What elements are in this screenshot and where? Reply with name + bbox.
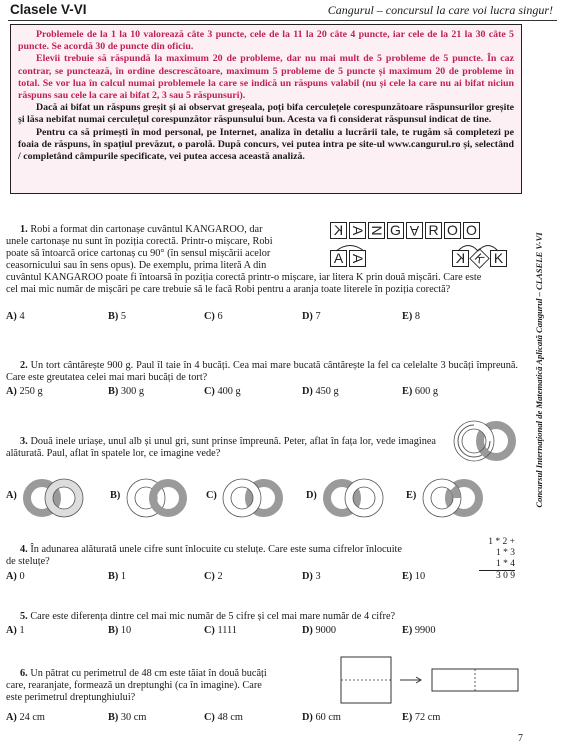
question-3-answers — [6, 478, 506, 518]
question-5-body: Care este diferența dintre cel mai mic număr de 5 cifre și cel mai mare număr de 4 cifre? — [30, 611, 396, 622]
letter-tile: R — [425, 222, 442, 239]
q1-line: ceasornicului sau în sens opus). De exemplu, prima literă A din — [6, 260, 267, 272]
answer-option[interactable]: B) 1 — [108, 571, 127, 582]
q1-line: cuvântul KANGAROO poate fi întoarsă în poziția corectă printr-o mișcare, iar litera K prin două mișcări. Care este — [6, 272, 482, 283]
answer-option[interactable]: C) 2 — [204, 571, 223, 582]
question-4-text — [6, 544, 476, 568]
answer-option[interactable]: C) — [206, 490, 217, 501]
answer-option[interactable]: E) — [406, 490, 417, 501]
answer-option[interactable]: A) — [6, 490, 17, 501]
letter-tile: N — [368, 222, 385, 239]
addition-puzzle — [479, 537, 515, 582]
question-1-text — [6, 224, 316, 272]
answer-option[interactable]: D) — [306, 490, 317, 501]
q1-line: unele cartonașe nu sunt în poziția corectă. Printr-o mișcare, Robi — [6, 236, 273, 248]
example-k-rotation — [452, 250, 509, 268]
correction-rules: Dacă ai bifat un răspuns greșit și ai observat greșeala, poți bifa cerculețele corespunzătoare răspunsurilor greșite și lăsa nebifat numai cerculețul corespunzător răspunsului bun. Acesta va fi considerat răspunsul indicat de tine. — [18, 102, 514, 126]
letter-tile: G — [387, 222, 404, 239]
sum-result: 3 0 9 — [496, 571, 515, 581]
answer-option[interactable]: E) 600 g — [402, 386, 439, 397]
answer-option[interactable]: A) 4 — [6, 311, 25, 322]
answer-limit-rules: Elevii trebuie să răspundă la maximum 20 de probleme, dar nu mai mult de 5 probleme de 5 puncte. În caz contrar, se punctează, în ordine descrescătoare, maximum 5 probleme de 5 puncte și maximum 20 de probleme în total. Se vor lua în calcul numai problemele la care se indică un răspuns valabil (nu și cele la care nu ai bifat niciun răspuns sau cele la care ai bifat 2, 3 sau 5 răspunsuri). — [18, 53, 514, 102]
question-6-text — [6, 668, 321, 704]
answer-option[interactable]: B) 30 cm — [108, 712, 147, 723]
question-1-text-cont — [6, 272, 518, 296]
answer-option[interactable]: D) 3 — [302, 571, 321, 582]
answer-option[interactable]: D) 9000 — [302, 625, 337, 636]
rings-option-d-icon — [320, 478, 386, 518]
question-number: 4. — [20, 544, 28, 555]
online-analysis-info: Pentru ca să primești în mod personal, pe Internet, analiza în detaliu a lucrării tale, te rugăm să completezi pe foaia de răspuns, în spațiul prevăzut, o parolă. După concurs, vei putea intra pe site-ul www.cangurul.ro și, selectând / completând câmpurile specificate, vei putea accesa această analiză. — [18, 126, 514, 163]
grade-title: Clasele V-VI — [10, 2, 87, 17]
question-number: 2. — [20, 360, 28, 371]
answer-option[interactable]: A) 24 cm — [6, 712, 45, 723]
header-rule — [8, 20, 557, 21]
answer-option[interactable]: C) 48 cm — [204, 712, 243, 723]
rings-option-b-icon — [124, 478, 190, 518]
question-5-text — [6, 611, 518, 623]
question-number: 1. — [20, 224, 28, 235]
answer-option[interactable]: D) 60 cm — [302, 712, 341, 723]
letter-tile: A — [330, 250, 347, 267]
answer-option[interactable]: C) 400 g — [204, 386, 241, 397]
scoring-rules: Problemele de la 1 la 10 valorează câte 3 puncte, cele de la 11 la 20 câte 4 puncte, iar cele de la 21 la 30 câte 5 puncte. Se acordă 30 de puncte din oficiu. — [18, 29, 514, 53]
question-3-body: Două inele uriașe, unul alb și unul gri, sunt prinse împreună. Peter, aflat în fața lor, vede imaginea alăturată. Paul, aflat în spatele lor, ce imagine vede? — [6, 436, 437, 460]
addend-line: 1 * 2 + — [488, 537, 515, 547]
answer-option[interactable]: A) 0 — [6, 571, 25, 582]
letter-tile: O — [463, 222, 480, 239]
instructions-box — [10, 24, 522, 194]
q6-line: Un pătrat cu perimetrul de 48 cm este tăiat în două bucăți — [30, 668, 267, 679]
linked-rings-reference-icon — [450, 420, 520, 462]
question-3-text — [6, 436, 436, 460]
kangaroo-tiles — [330, 222, 482, 240]
answer-option[interactable]: B) — [110, 490, 121, 501]
letter-tile: O — [444, 222, 461, 239]
side-banner — [528, 200, 550, 540]
rings-option-a-icon — [20, 478, 86, 518]
q1-line: poate să întoarcă orice cartonaș cu 90° (în sensul mișcării acelor — [6, 248, 271, 260]
q4-line: de steluțe? — [6, 556, 50, 568]
answer-option[interactable]: B) 300 g — [108, 386, 145, 397]
rings-option-e-icon — [420, 478, 486, 518]
question-2-text — [6, 360, 518, 384]
answer-option[interactable]: D) 7 — [302, 311, 321, 322]
answer-option[interactable]: E) 9900 — [402, 625, 436, 636]
question-number: 3. — [20, 436, 28, 447]
q1-line: cel mai mic număr de mișcări pe care trebuie să le facă Robi pentru a aranja toate literele în poziția corectă? — [6, 284, 451, 296]
answer-option[interactable]: E) 8 — [402, 311, 421, 322]
q6-line: este perimetrul dreptunghiului? — [6, 692, 136, 704]
question-2-body: Un tort cântărește 900 g. Paul îl taie în 4 bucăți. Cea mai mare bucată cântărește la fel ca celelalte 3 bucăți împreună. Care este greutatea celei mai mari bucăți de tort? — [6, 360, 518, 384]
letter-tile: K — [452, 250, 469, 267]
addend-line: 1 * 4 — [479, 559, 515, 571]
letter-tile: A — [406, 222, 423, 239]
square-to-rectangle-icon — [340, 656, 520, 706]
answer-option[interactable]: E) 72 cm — [402, 712, 441, 723]
q1-line: Robi a format din cartonașe cuvântul KANGAROO, dar — [30, 224, 263, 235]
question-number: 6. — [20, 668, 28, 679]
contest-slogan: Cangurul – concursul la care voi lucra singur! — [327, 3, 553, 17]
letter-tile: K — [490, 250, 507, 267]
page-number: 7 — [518, 733, 523, 744]
answer-option[interactable]: C) 6 — [204, 311, 223, 322]
letter-tile: A — [349, 222, 366, 239]
answer-option[interactable]: B) 10 — [108, 625, 132, 636]
answer-option[interactable]: A) 250 g — [6, 386, 43, 397]
letter-tile: K — [330, 222, 347, 239]
answer-option[interactable]: D) 450 g — [302, 386, 339, 397]
answer-option[interactable]: A) 1 — [6, 625, 25, 636]
q4-line: În adunarea alăturată unele cifre sunt înlocuite cu steluțe. Care este suma cifrelor înlocuite — [30, 544, 402, 555]
side-banner-text: Concursul Internaţional de Matematică Aplicată Cangurul – CLASELE V-VI — [534, 232, 544, 508]
answer-option[interactable]: C) 1111 — [204, 625, 237, 636]
letter-tile: K — [469, 248, 489, 268]
example-a-rotation — [330, 250, 368, 268]
answer-option[interactable]: E) 10 — [402, 571, 426, 582]
letter-tile: A — [349, 250, 366, 267]
q6-line: care, rearanjate, formează un dreptunghi (ca în imagine). Care — [6, 680, 262, 692]
answer-option[interactable]: B) 5 — [108, 311, 127, 322]
rings-option-c-icon — [220, 478, 286, 518]
addend-line: 1 * 3 — [496, 548, 515, 558]
question-number: 5. — [20, 611, 28, 622]
